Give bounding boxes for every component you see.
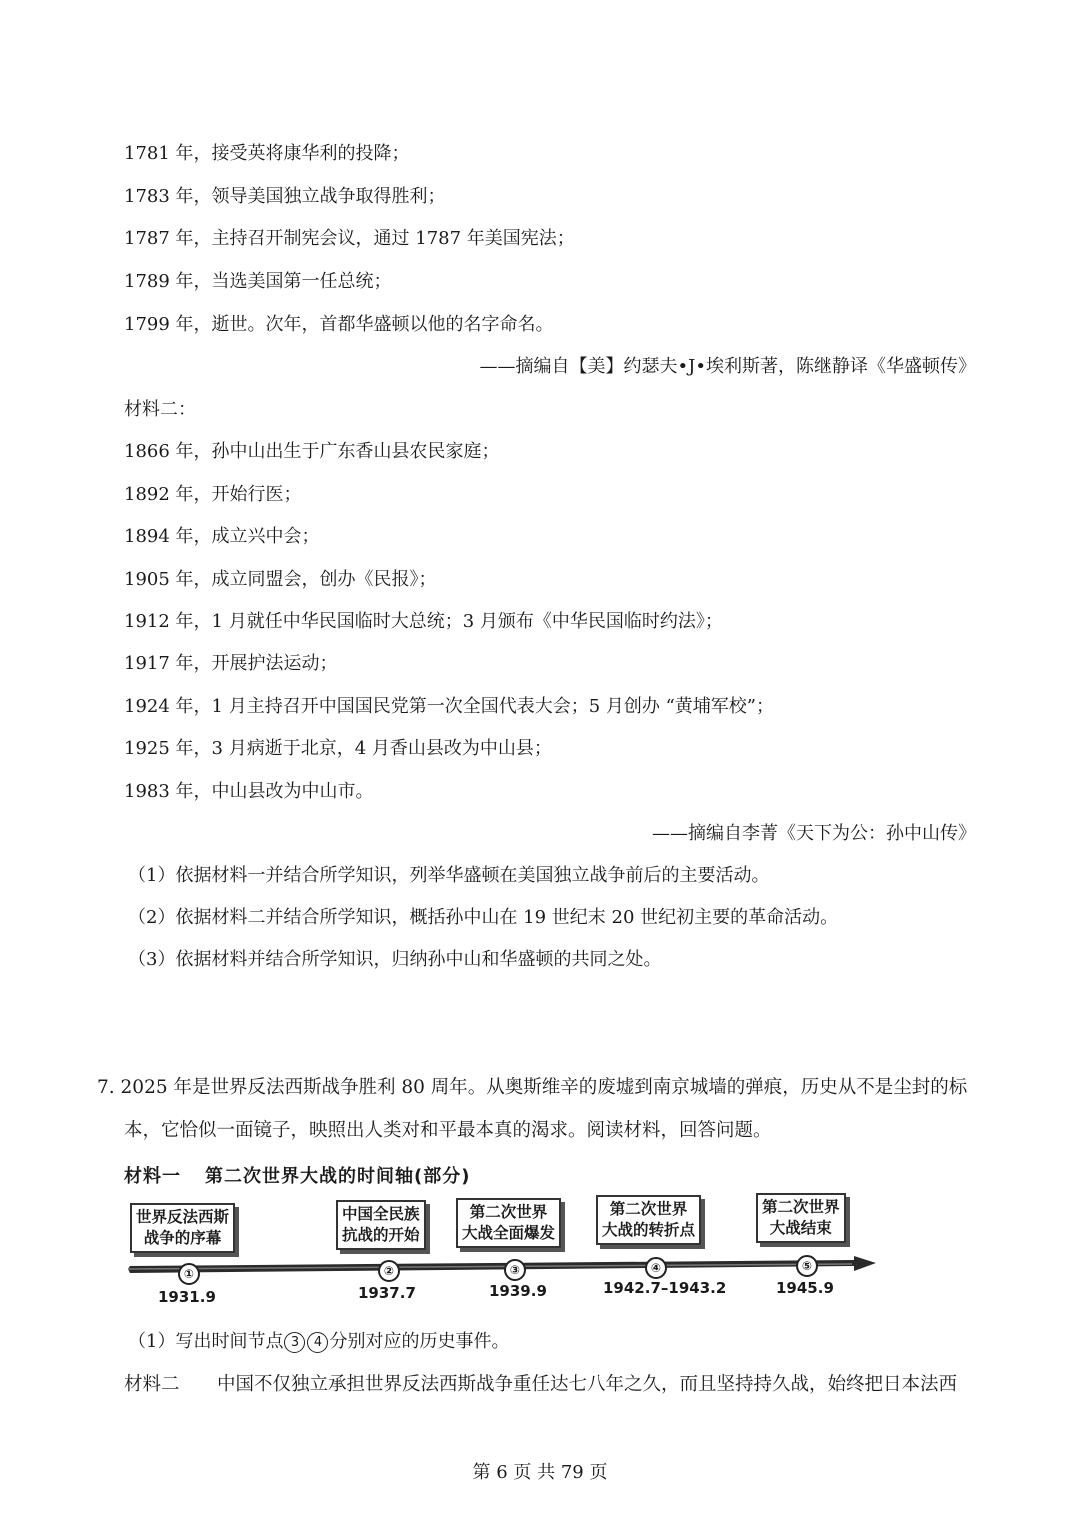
timeline-event-3-line1: 第二次世界 xyxy=(469,1203,548,1221)
timeline-event-1-line1: 世界反法西斯 xyxy=(136,1208,230,1226)
timeline-node-1: ① xyxy=(178,1263,200,1285)
timeline-date-3: 1939.9 xyxy=(489,1282,547,1300)
timeline-event-2-line2: 抗战的开始 xyxy=(342,1226,420,1244)
timeline-date-1: 1931.9 xyxy=(158,1288,216,1306)
timeline-event-4-line1: 第二次世界 xyxy=(609,1200,688,1218)
timeline-node-5: ⑤ xyxy=(796,1255,818,1277)
material2-event-1894: 1894 年，成立兴中会； xyxy=(124,526,320,547)
material2-event-1983: 1983 年，中山县改为中山市。 xyxy=(124,781,374,802)
timeline-event-3-line2: 大战全面爆发 xyxy=(462,1224,556,1242)
timeline-heading xyxy=(124,1162,470,1188)
timeline-node-2: ② xyxy=(378,1260,400,1282)
material1-event-1799: 1799 年，逝世。次年，首都华盛顿以他的名字命名。 xyxy=(124,314,554,335)
timeline-date-2: 1937.7 xyxy=(358,1284,416,1302)
material1-source: ——摘编自【美】约瑟夫•J•埃利斯著，陈继静译《华盛顿传》 xyxy=(479,356,976,377)
timeline-event-5-line1: 第二次世界 xyxy=(762,1198,840,1216)
material1-event-1783: 1783 年，领导美国独立战争取得胜利； xyxy=(124,186,446,207)
page-footer: 第 6 页 共 79 页 xyxy=(472,1462,608,1483)
timeline-event-4-line2: 大战的转折点 xyxy=(602,1221,696,1239)
question-6-2: （2）依据材料二并结合所学知识，概括孙中山在 19 世纪末 20 世纪初主要的革命活动。 xyxy=(128,907,839,928)
node-ref-3: 3 xyxy=(284,1332,305,1353)
timeline-event-box-1 xyxy=(130,1203,235,1253)
question-6-3: （3）依据材料并结合所学知识，归纳孙中山和华盛顿的共同之处。 xyxy=(128,949,662,970)
material1-event-1787: 1787 年，主持召开制宪会议，通过 1787 年美国宪法； xyxy=(124,228,575,249)
material2b-label: 材料二 xyxy=(124,1374,180,1395)
material2b-text: 中国不仅独立承担世界反法西斯战争重任达七八年之久，而且坚持持久战，始终把日本法西 xyxy=(217,1374,958,1395)
material2-event-1924: 1924 年，1 月主持召开中国国民党第一次全国代表大会；5 月创办 “黄埔军校”； xyxy=(124,696,775,717)
question-7-1 xyxy=(128,1330,509,1354)
material2-source: ——摘编自李菁《天下为公：孙中山传》 xyxy=(652,823,976,844)
material2-event-1866: 1866 年，孙中山出生于广东香山县农民家庭； xyxy=(124,441,500,462)
timeline-event-box-4 xyxy=(596,1195,701,1245)
timeline-date-4: 1942.7–1943.2 xyxy=(603,1279,727,1297)
question-7-line-2: 本，它恰似一面镜子，映照出人类对和平最本真的渴求。阅读材料，回答问题。 xyxy=(124,1120,772,1141)
timeline-event-box-5 xyxy=(756,1193,846,1243)
timeline-arrow xyxy=(124,1256,880,1282)
material2-event-1912: 1912 年，1 月就任中华民国临时大总统；3 月颁布《中华民国临时约法》； xyxy=(124,611,723,632)
timeline-material-label: 材料一 xyxy=(124,1166,181,1187)
timeline-event-box-2 xyxy=(336,1200,426,1250)
node-ref-4: 4 xyxy=(307,1332,328,1353)
question-6-1: （1）依据材料一并结合所学知识，列举华盛顿在美国独立战争前后的主要活动。 xyxy=(128,865,770,886)
material2-event-1917: 1917 年，开展护法运动； xyxy=(124,653,338,674)
material2-label: 材料二： xyxy=(124,399,196,420)
timeline-title: 第二次世界大战的时间轴(部分) xyxy=(205,1166,471,1187)
question-7-1-prefix: （1）写出时间节点 xyxy=(128,1331,284,1352)
timeline-event-box-3 xyxy=(456,1198,561,1248)
timeline-event-1-line2: 战争的序幕 xyxy=(143,1229,222,1247)
question-7-line-1: 7. 2025 年是世界反法西斯战争胜利 80 周年。从奥斯维辛的废墟到南京城墙的弹痕，历史从不是尘封的标 xyxy=(97,1077,968,1098)
timeline-node-3: ③ xyxy=(504,1259,526,1281)
timeline-event-2-line1: 中国全民族 xyxy=(342,1205,420,1223)
material1-event-1781: 1781 年，接受英将康华利的投降； xyxy=(124,143,410,164)
question-7-1-suffix: 分别对应的历史事件。 xyxy=(329,1331,510,1352)
material2-event-1925: 1925 年，3 月病逝于北京，4 月香山县改为中山县； xyxy=(124,738,552,759)
material2-event-1892: 1892 年，开始行医； xyxy=(124,484,302,505)
timeline-date-5: 1945.9 xyxy=(776,1279,834,1297)
material1-event-1789: 1789 年，当选美国第一任总统； xyxy=(124,271,392,292)
timeline-event-5-line2: 大战结束 xyxy=(769,1219,832,1237)
timeline-node-4: ④ xyxy=(645,1257,667,1279)
material2-event-1905: 1905 年，成立同盟会，创办《民报》； xyxy=(124,569,437,590)
